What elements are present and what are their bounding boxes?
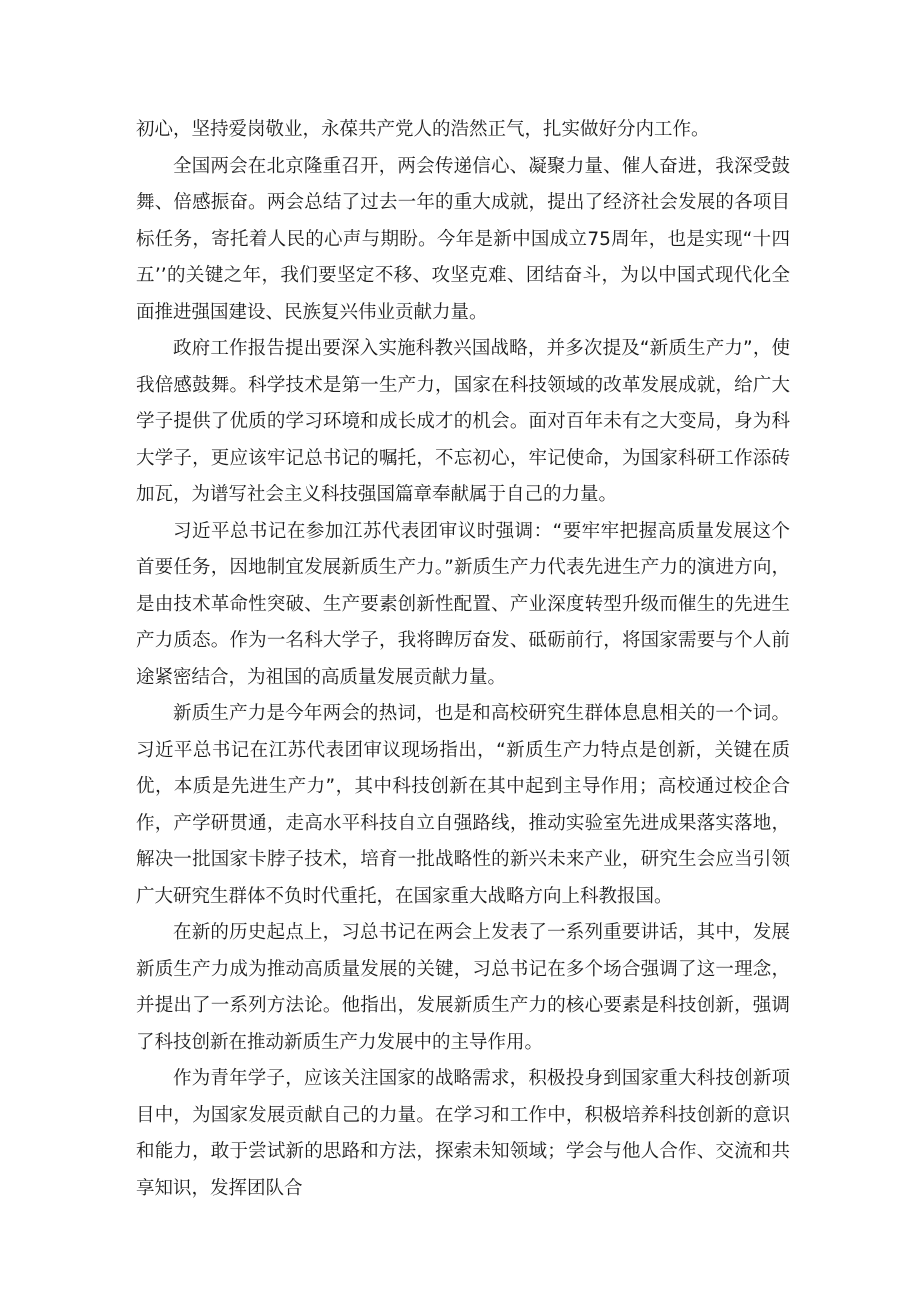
document-body xyxy=(136,112,790,1207)
paragraph-historical-starting-point: 在新的历史起点上，习总书记在两会上发表了一系列重要讲话，其中，发展新质生产力成为推动高质量发展的关键，习总书记在多个场合强调了这一理念，并提出了一系列方法论。他指出，发展新质生产力的核心要素是科技创新，强调了科技创新在推动新质生产力发展中的主导作用。 xyxy=(136,922,790,1053)
paragraph-young-students: 作为青年学子，应该关注国家的战略需求，积极投身到国家重大科技创新项目中，为国家发展贡献自己的力量。在学习和工作中，积极培养科技创新的意识和能力，敢于尝试新的思路和方法，探索未知领域；学会与他人合作、交流和共享知识，发挥团队合 xyxy=(136,1068,790,1199)
paragraph-new-productivity: 新质生产力是今年两会的热词，也是和高校研究生群体息息相关的一个词。习近平总书记在江苏代表团审议现场指出，“新质生产力特点是创新，关键在质优，本质是先进生产力”，其中科技创新在其中起到主导作用；高校通过校企合作，产学研贯通，走高水平科技自立自强路线，推动实验室先进成果落实落地，解决一批国家卡脖子技术，培育一批战略性的新兴未来产业，研究生会应当引领广大研究生群体不负时代重托，在国家重大战略方向上科教报国。 xyxy=(136,703,790,907)
paragraph-continuation: 初心，坚持爱岗敬业，永葆共产党人的浩然正气，扎实做好分内工作。 xyxy=(136,119,710,140)
paragraph-two-sessions: 全国两会在北京隆重召开，两会传递信心、凝聚力量、催人奋进，我深受鼓舞、倍感振奋。两会总结了过去一年的重大成就，提出了经济社会发展的各项目标任务，寄托着人民的心声与期盼。今年是新中国成立75周年，也是实现“十四五’’的关键之年，我们要坚定不移、攻坚克难、团结奋斗，为以中国式现代化全面推进强国建设、民族复兴伟业贡献力量。 xyxy=(136,155,790,323)
paragraph-jiangsu-delegation: 习近平总书记在参加江苏代表团审议时强调：“要牢牢把握高质量发展这个首要任务，因地制宜发展新质生产力。”新质生产力代表先进生产力的演进方向，是由技术革命性突破、生产要素创新性配置、产业深度转型升级而催生的先进生产力质态。作为一名科大学子，我将睥厉奋发、砥砺前行，将国家需要与个人前途紧密结合，为祖国的高质量发展贡献力量。 xyxy=(136,520,790,688)
paragraph-government-report: 政府工作报告提出要深入实施科教兴国战略，并多次提及“新质生产力”，使我倍感鼓舞。科学技术是第一生产力，国家在科技领域的改革发展成就，给广大学子提供了优质的学习环境和成长成才的机会。面对百年未有之大变局，身为科大学子，更应该牢记总书记的嘱托，不忘初心，牢记使命，为国家科研工作添砖加瓦，为谱写社会主义科技强国篇章奉献属于自己的力量。 xyxy=(136,338,790,505)
